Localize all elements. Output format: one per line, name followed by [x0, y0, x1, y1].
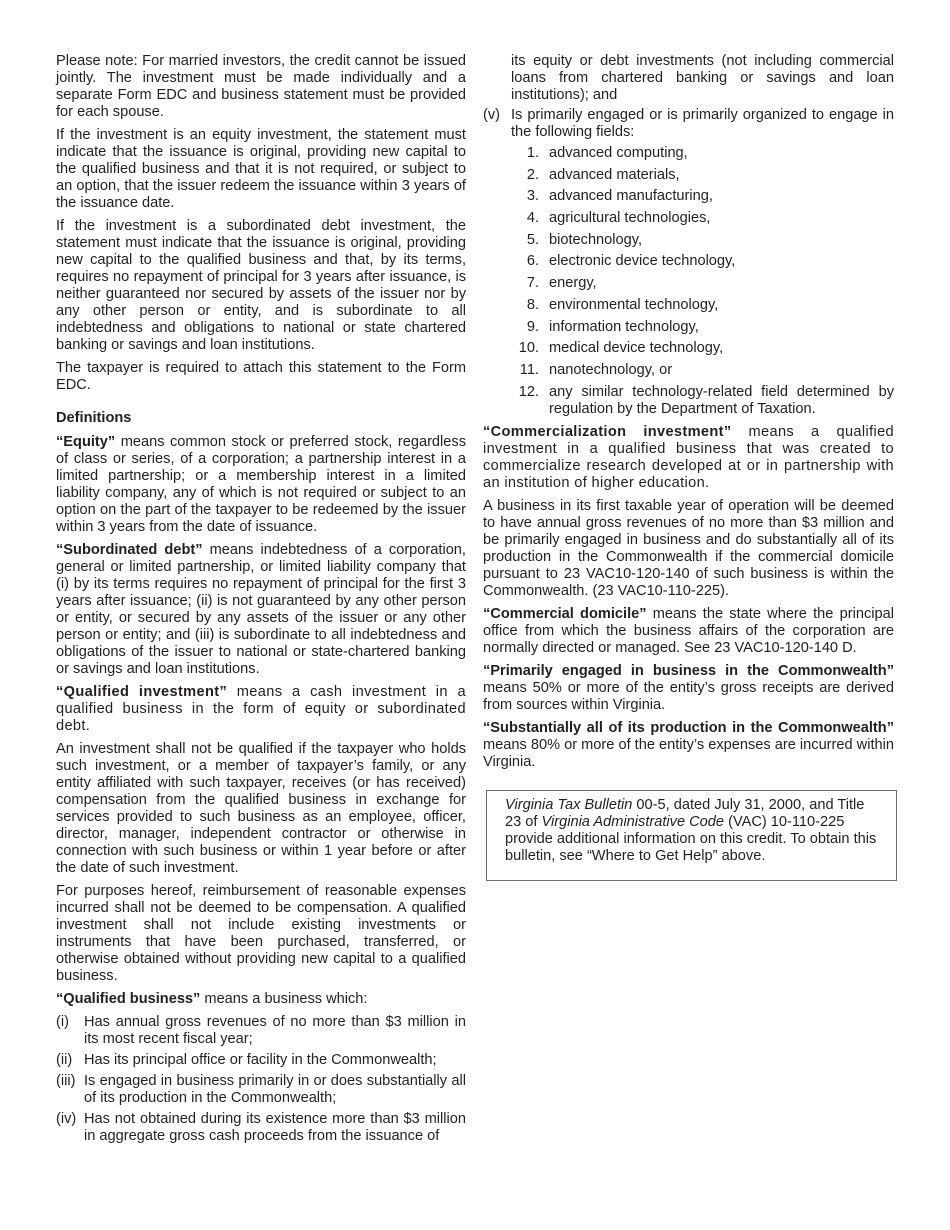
list-item-text: agricultural technologies,: [549, 210, 711, 227]
definitions-heading: Definitions: [56, 410, 132, 426]
term-qualified-business: “Qualified business”: [56, 991, 201, 1007]
reimbursement-paragraph: For purposes hereof, reimbursement of reasonable expenses incurred shall not be deemed to be compensation. A qualified investment shall not include existing investments or instruments that have been purchased, transferred, or otherwise obtained without providing new capital to a qualified business.: [56, 883, 466, 984]
term-primarily-engaged: “Primarily engaged in business in the Commonwealth”: [483, 662, 894, 679]
definition-equity: [56, 434, 466, 536]
term-commercialization-investment: “Commercialization investment”: [483, 423, 732, 440]
note-text-part-2: (VAC) 10-110-225 provide additional information on this credit. To obtain this bulletin, see “Where to Get Help” above.: [505, 813, 877, 864]
list-number: 2.: [526, 166, 539, 183]
definition-commercialization-investment-text: means a qualified investment in a qualified business that was created to commercialize research developed at or in partnership with an institution of higher education.: [483, 423, 894, 491]
list-number: 5.: [526, 231, 539, 248]
definition-substantially-all: [483, 720, 894, 771]
definition-primarily-engaged-text: means 50% or more of the entity’s gross receipts are derived from sources within Virginia.: [483, 679, 894, 713]
attach-statement-paragraph: The taxpayer is required to attach this statement to the Form EDC.: [56, 360, 466, 393]
list-item: [483, 340, 894, 357]
list-number: 8.: [526, 296, 539, 313]
definition-substantially-all-text: means 80% or more of the entity’s expenses are incurred within Virginia.: [483, 736, 894, 770]
definition-primarily-engaged: [483, 663, 894, 714]
code-title: Virginia Administrative Code: [541, 813, 725, 830]
term-subordinated-debt: “Subordinated debt”: [56, 542, 203, 558]
not-qualified-paragraph: An investment shall not be qualified if the taxpayer who holds such investment, or a member of taxpayer’s family, or any entity affiliated with such taxpayer, receives (or has received) compensation from the qualified business in exchange for services provided to such business as an employee, officer, director, manager, independent contractor or otherwise in connection with such business or within 1 year before or after the date of such investment.: [56, 741, 466, 876]
list-item-text: advanced computing,: [549, 145, 688, 161]
list-item: [483, 188, 894, 205]
married-investors-note: Please note: For married investors, the credit cannot be issued jointly. The investment must be made individually and a separate Form EDC and business statement must be provided for each spouse.: [56, 53, 466, 120]
list-marker: (iv): [56, 1111, 77, 1127]
definition-qualified-investment: [56, 684, 466, 735]
list-item-text: information technology,: [549, 318, 699, 335]
definition-qualified-investment-text: means a cash investment in a qualified business in the form of equity or subordinated debt.: [56, 684, 466, 734]
list-item-text: energy,: [549, 275, 597, 292]
list-item-text: Has not obtained during its existence more than $3 million in aggregate gross cash proceeds from the issuance of: [84, 1111, 466, 1144]
technology-fields-list: [483, 145, 894, 418]
list-number: 4.: [526, 210, 539, 227]
term-substantially-all: “Substantially all of its production in the Commonwealth”: [483, 719, 894, 736]
definition-subordinated-debt: [56, 542, 466, 678]
definition-qualified-business: [56, 991, 466, 1008]
term-commercial-domicile: “Commercial domicile”: [483, 605, 647, 622]
list-item: [483, 232, 894, 249]
list-number: 11.: [519, 361, 539, 378]
list-item: [483, 384, 894, 418]
list-item: [56, 1111, 466, 1145]
list-number: 9.: [526, 318, 539, 335]
list-item-text: advanced manufacturing,: [549, 188, 713, 205]
list-item-text: advanced materials,: [549, 166, 680, 183]
qualified-business-criteria: [56, 1014, 466, 1145]
list-number: 3.: [526, 188, 539, 205]
list-marker: (i): [56, 1014, 69, 1030]
list-item-text: Has its principal office or facility in the Commonwealth;: [84, 1052, 437, 1068]
tax-bulletin-note-box: [486, 790, 897, 881]
list-item-text: Has annual gross revenues of no more than $3 million in its most recent fiscal year;: [84, 1014, 466, 1047]
list-item: [483, 145, 894, 162]
definition-commercial-domicile: [483, 606, 894, 657]
list-item: [483, 210, 894, 227]
list-item: [483, 362, 894, 379]
list-item-text: Is primarily engaged or is primarily organized to engage in the following fields:: [511, 107, 894, 140]
list-item: [56, 1052, 466, 1069]
list-item-text: biotechnology,: [549, 231, 643, 248]
list-item: [483, 107, 894, 141]
definition-qualified-business-text: means a business which:: [200, 991, 368, 1007]
list-number: 1.: [526, 145, 539, 161]
subordinated-debt-statement-paragraph: If the investment is a subordinated debt investment, the statement must indicate that the issuance is original, providing new capital to the qualified business and that, by its terms, requires no repayment of principal for 3 years after issuance, is neither guaranteed nor secured by assets of the issuer nor by any other person or entity, and is subordinate to all indebtedness and obligations to national or state chartered banking or savings and loan institutions.: [56, 218, 466, 353]
definition-commercialization-investment: [483, 424, 894, 492]
bulletin-title: Virginia Tax Bulletin: [505, 796, 633, 813]
term-qualified-investment: “Qualified investment”: [56, 684, 228, 700]
term-equity: “Equity”: [56, 434, 116, 450]
list-item: [483, 167, 894, 184]
list-number: 10.: [518, 340, 539, 357]
list-item-text: electronic device technology,: [549, 253, 736, 270]
list-marker: (ii): [56, 1052, 73, 1068]
list-number: 7.: [526, 275, 539, 292]
tax-bulletin-note: [505, 797, 878, 865]
list-number: 12.: [518, 383, 539, 400]
list-item-text: Is engaged in business primarily in or does substantially all of its production in the Commonwealth;: [84, 1073, 466, 1106]
list-item: [56, 1014, 466, 1048]
note-text-part-1: 00-5, dated July 31, 2000, and Title 23 of: [505, 796, 865, 830]
definition-commercial-domicile-text: means the state where the principal office from which the business affairs of the corporation are normally directed or managed. See 23 VAC10-120-140 D.: [483, 605, 894, 656]
list-marker: (iii): [56, 1073, 76, 1089]
right-column: [483, 53, 894, 881]
list-marker: (v): [483, 107, 501, 123]
list-item-text: environmental technology,: [549, 296, 719, 313]
list-item: [56, 1073, 466, 1107]
list-item-text: medical device technology,: [549, 340, 724, 357]
list-number: 6.: [526, 253, 539, 270]
left-column: [56, 53, 466, 1149]
criterion-v: [483, 107, 894, 141]
definition-equity-text: means common stock or preferred stock, regardless of class or series, of a corporation; a partnership interest in a limited partnership; or a membership interest in a limited liability company, any of which is not required or subject to an option on the part of the taxpayer to be redeemed by the issuer within 3 years from the date of issuance.: [56, 434, 466, 535]
equity-statement-paragraph: If the investment is an equity investment, the statement must indicate that the issuance is original, providing new capital to the qualified business and that it is not required, or subject to an option, that the issuer redeem the issuance within 3 years of the issuance date.: [56, 127, 466, 211]
list-item-text: nanotechnology, or: [549, 361, 673, 378]
first-taxable-year-paragraph: A business in its first taxable year of operation will be deemed to have annual gross revenues of no more than $3 million and be primarily engaged in business and do substantially all of its production in the Commonwealth if the commercial domicile pursuant to 23 VAC10-120-140 of such business is within the Commonwealth. (23 VAC10-110-225).: [483, 497, 894, 599]
list-item: [483, 297, 894, 314]
list-item: [483, 319, 894, 336]
criterion-iv-continued: its equity or debt investments (not including commercial loans from chartered banking or savings and loan institutions); and: [511, 53, 894, 103]
list-item-text: any similar technology-related field determined by regulation by the Department of Taxation.: [549, 383, 894, 417]
list-item: [483, 275, 894, 292]
list-item: [483, 253, 894, 270]
definition-subordinated-debt-text: means indebtedness of a corporation, general or limited partnership, or limited liability company that (i) by its terms requires no repayment of principal for the first 3 years after issuance; (ii) is not guaranteed by any other person or entity, or secured by any assets of the issuer or any other person or entity; and (iii) is subordinate to all indebtedness and obligations of the issuer to national or state-chartered banking or savings and loan institutions.: [56, 542, 466, 677]
